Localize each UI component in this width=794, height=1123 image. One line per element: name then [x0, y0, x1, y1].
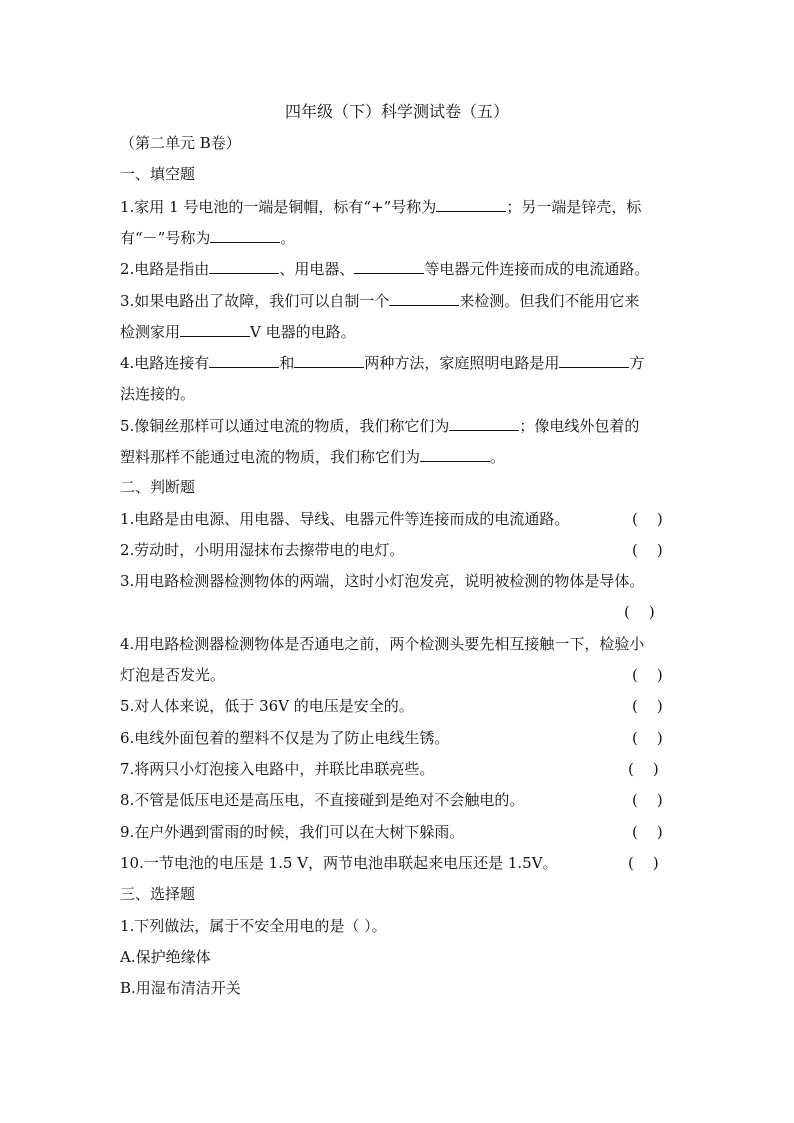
answer-blank[interactable] — [210, 227, 280, 243]
choice-option-b[interactable]: B.用湿布清洁开关 — [120, 979, 241, 997]
question-text: 有“－”号称为 — [120, 229, 211, 247]
question-4-line-2: 法连接的。 — [120, 385, 196, 403]
section-heading-true-false: 二、判断题 — [120, 478, 196, 496]
section-heading-multiple-choice: 三、选择题 — [120, 885, 196, 903]
choice-question-1: 1.下列做法，属于不安全用电的是（ ）。 — [120, 917, 387, 935]
answer-blank[interactable] — [209, 352, 279, 368]
question-5-line-1 — [120, 415, 639, 436]
question-text: 等电器元件连接而成的电流通路。 — [424, 260, 650, 278]
question-text: 和 — [279, 354, 295, 372]
answer-parentheses[interactable]: ( ) — [628, 854, 659, 872]
question-3-line-2 — [120, 321, 356, 342]
answer-blank[interactable] — [559, 352, 629, 368]
choice-option-a[interactable]: A.保护绝缘体 — [120, 948, 211, 966]
question-2 — [120, 258, 649, 279]
question-4-line-1 — [120, 352, 644, 373]
answer-parentheses[interactable]: ( ) — [632, 541, 663, 559]
answer-parentheses[interactable]: ( ) — [632, 729, 663, 747]
question-text: 4.电路连接有 — [120, 354, 210, 372]
judge-item-4-line-2: 灯泡是否发光。 — [120, 666, 226, 684]
judge-item-6: 6.电线外面包着的塑料不仅是为了防止电线生锈。 — [120, 729, 450, 747]
judge-item-10: 10.一节电池的电压是 1.5 V，两节电池串联起来电压还是 1.5V。 — [120, 854, 558, 872]
judge-item-2: 2.劳动时，小明用湿抹布去擦带电的电灯。 — [120, 541, 405, 559]
answer-blank[interactable] — [389, 290, 459, 306]
question-text: 塑料那样不能通过电流的物质，我们称它们为 — [120, 448, 421, 466]
judge-item-1: 1.电路是由电源、用电器、导线、电器元件等连接而成的电流通路。 — [120, 510, 570, 528]
question-1-line-2 — [120, 227, 295, 248]
answer-parentheses[interactable]: ( ) — [632, 510, 663, 528]
question-text: ；像电线外包着的 — [519, 417, 640, 435]
subtitle: （第二单元 B卷） — [120, 134, 241, 152]
question-text: 方 — [629, 354, 645, 372]
question-text: 3.如果电路出了故障，我们可以自制一个 — [120, 292, 390, 310]
question-text: 。 — [490, 448, 506, 466]
question-text: 。 — [280, 229, 296, 247]
question-text: 5.像铜丝那样可以通过电流的物质，我们称它们为 — [120, 417, 450, 435]
question-text: ；另一端是锌壳，标 — [506, 198, 642, 216]
question-3-line-1 — [120, 290, 639, 311]
judge-item-3: 3.用电路检测器检测物体的两端，这时小灯泡发亮，说明被检测的物体是导体。 — [120, 572, 645, 590]
judge-item-8: 8.不管是低压电还是高压电，不直接碰到是绝对不会触电的。 — [120, 791, 525, 809]
answer-blank[interactable] — [354, 258, 424, 274]
judge-item-4-line-1: 4.用电路检测器检测物体是否通电之前，两个检测头要先相互接触一下，检验小 — [120, 635, 645, 653]
answer-blank[interactable] — [449, 415, 519, 431]
judge-item-9: 9.在户外遇到雷雨的时候，我们可以在大树下躲雨。 — [120, 823, 465, 841]
page-title: 四年级（下）科学测试卷（五） — [284, 102, 509, 121]
answer-blank[interactable] — [294, 352, 364, 368]
judge-item-5: 5.对人体来说，低于 36V 的电压是安全的。 — [120, 697, 414, 715]
question-text: V 电器的电路。 — [250, 323, 356, 341]
answer-blank[interactable] — [180, 321, 250, 337]
answer-blank[interactable] — [436, 196, 506, 212]
question-text: 来检测。但我们不能用它来 — [459, 292, 640, 310]
answer-parentheses[interactable]: ( ) — [632, 666, 663, 684]
answer-parentheses[interactable]: ( ) — [632, 697, 663, 715]
question-text: 、用电器、 — [279, 260, 355, 278]
question-text: 两种方法，家庭照明电路是用 — [364, 354, 560, 372]
answer-parentheses[interactable]: ( ) — [624, 603, 655, 621]
answer-blank[interactable] — [209, 258, 279, 274]
answer-parentheses[interactable]: ( ) — [628, 760, 659, 778]
question-5-line-2 — [120, 446, 505, 467]
question-text: 检测家用 — [120, 323, 181, 341]
section-heading-fill-blank: 一、填空题 — [120, 165, 196, 183]
answer-parentheses[interactable]: ( ) — [632, 791, 663, 809]
answer-parentheses[interactable]: ( ) — [632, 823, 663, 841]
question-text: 1.家用 1 号电池的一端是铜帽，标有“+”号称为 — [120, 198, 437, 216]
question-1-line-1 — [120, 196, 641, 217]
judge-item-7: 7.将两只小灯泡接入电路中，并联比串联亮些。 — [120, 760, 435, 778]
question-text: 2.电路是指由 — [120, 260, 210, 278]
answer-blank[interactable] — [420, 446, 490, 462]
